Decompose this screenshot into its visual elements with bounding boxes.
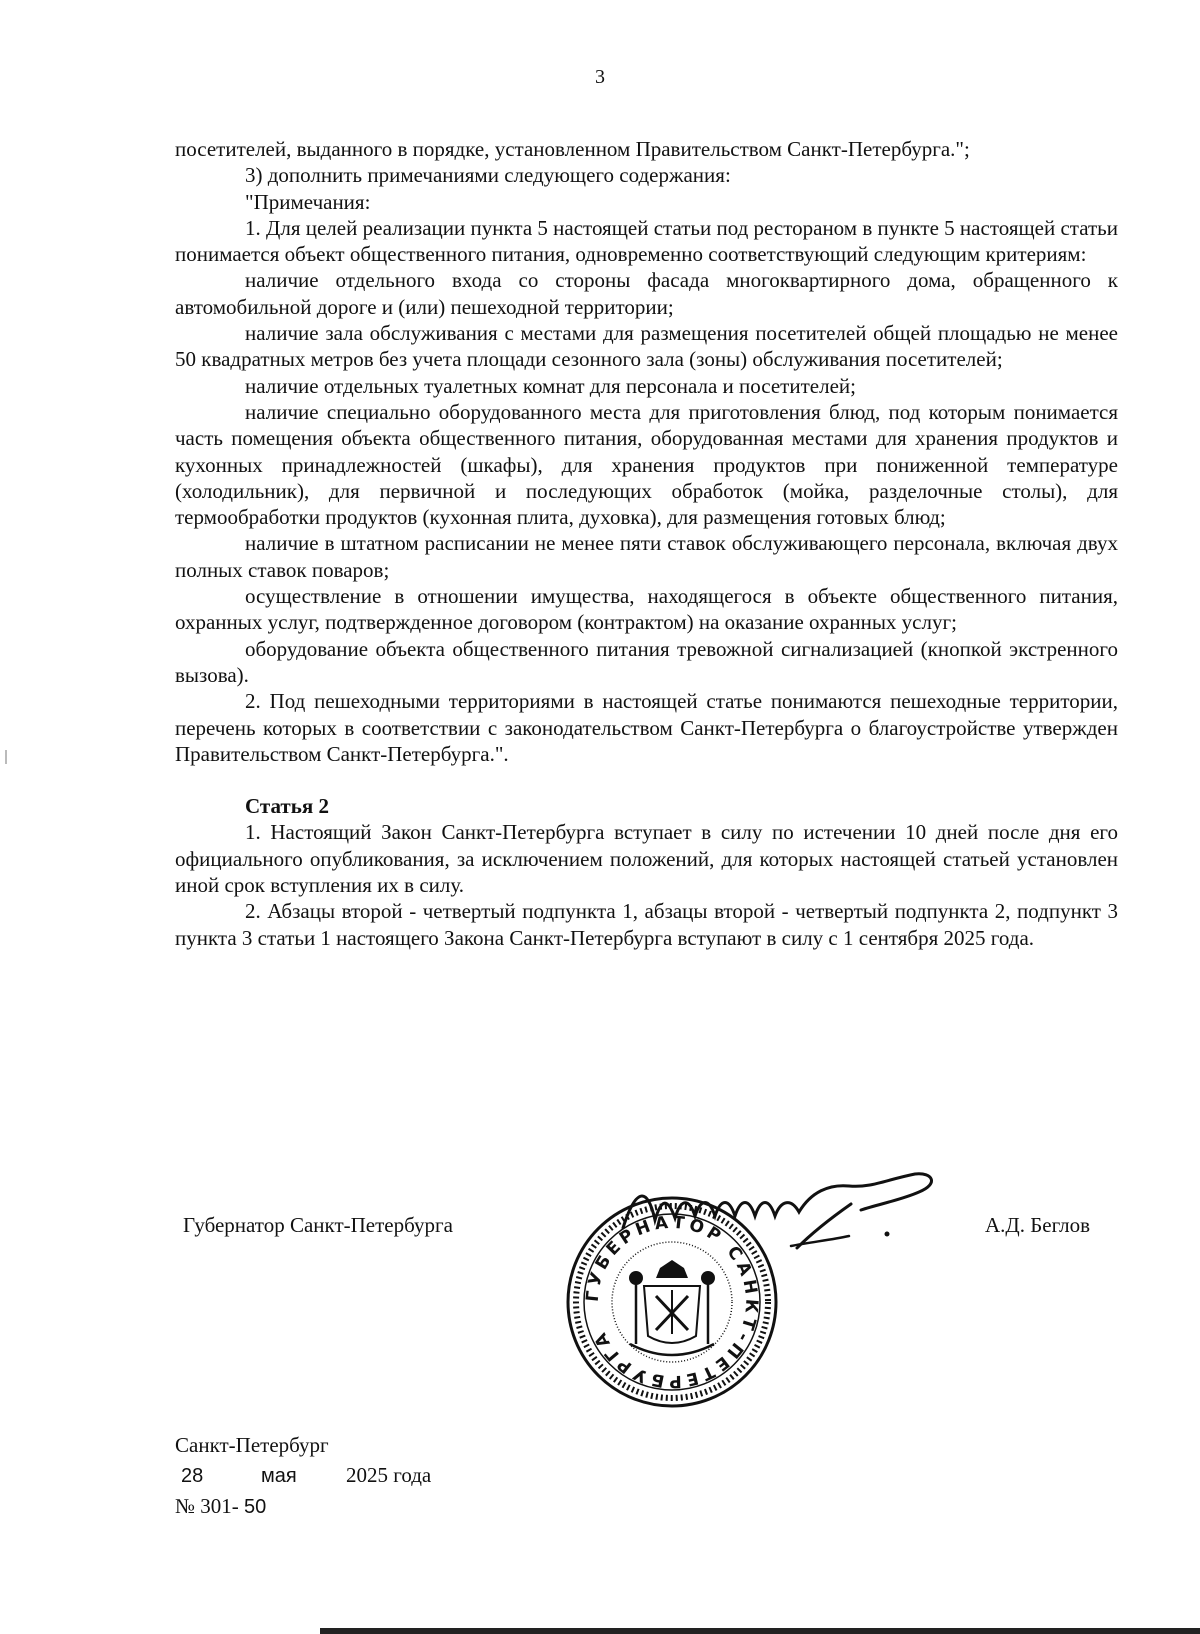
bottom-scan-edge [320, 1628, 1200, 1634]
date-month: мая [261, 1465, 297, 1487]
official-seal [564, 1194, 780, 1410]
paragraph: 2. Под пешеходными территориями в настоящей статье понимаются пешеходные территории, перечень которых в соответствии с законодательством Санкт-Петербурга о благоустройстве утвержден Правительством Санкт-Петербурга.". [175, 689, 1118, 766]
place-date-number-block [175, 1430, 431, 1522]
paragraph: 1. Настоящий Закон Санкт-Петербурга вступает в силу по истечении 10 дней после дня его официального опубликования, за исключением положений, для которых настоящей статьей установлен иной срок вступления их в силу. [175, 820, 1118, 898]
criterion-item: наличие специально оборудованного места для приготовления блюд, под которым понимается часть помещения объекта общественного питания, оборудованная местами для хранения продуктов и кухонных принадлежностей (шкафы), для хранения продуктов при пониженной температуре (холодильник), для первичной и последующих обработок (мойка, разделочные столы), для термообработки продуктов (кухонная плита, духовка), для размещения готовых блюд; [175, 399, 1118, 530]
date-line [175, 1460, 431, 1491]
notes-heading: "Примечания: [245, 189, 371, 214]
paragraph: посетителей, выданного в порядке, установленном Правительством Санкт-Петербурга."; [175, 137, 970, 161]
criterion-item: осуществление в отношении имущества, находящегося в объекте общественного питания, охранных услуг, подтвержденное договором (контрактом) на оказание охранных услуг; [175, 584, 1118, 635]
date-day: 28 [181, 1465, 204, 1487]
date-year: 2025 года [346, 1463, 432, 1487]
paragraph: 1. Для целей реализации пункта 5 настоящей статьи под рестораном в пункте 5 настоящей статьи понимается объект общественного питания, одновременно соответствующий следующим критериям: [175, 215, 1118, 267]
number-suffix: 50 [244, 1496, 267, 1518]
law-number [175, 1491, 431, 1522]
scan-margin-mark [5, 750, 7, 764]
paragraph: 2. Абзацы второй - четвертый подпункта 1, абзацы второй - четвертый подпункта 2, подпункт 3 пункта 3 статьи 1 настоящего Закона Санкт-Петербурга вступают в силу с 1 сентября 2025 года. [175, 899, 1118, 950]
criterion-item: наличие в штатном расписании не менее пяти ставок обслуживающего персонала, включая двух полных ставок поваров; [175, 531, 1118, 582]
criterion-item: наличие зала обслуживания с местами для размещения посетителей общей площадью не менее 50 квадратных метров без учета площади сезонного зала (зоны) обслуживания посетителей; [175, 321, 1118, 372]
criterion-item: наличие отдельного входа со стороны фасада многоквартирного дома, обращенного к автомобильной дороге и (или) пешеходной территории; [175, 268, 1118, 319]
signer-title: Губернатор Санкт-Петербурга [183, 1213, 453, 1237]
page-number: 3 [595, 66, 605, 88]
svg-text:ГУБЕРНАТОР САНКТ-ПЕТЕРБУРГА: ГУБЕРНАТОР САНКТ-ПЕТЕРБУРГА [582, 1212, 762, 1392]
criterion-item: оборудование объекта общественного питания тревожной сигнализацией (кнопкой экстренного вызова). [175, 636, 1118, 687]
city: Санкт-Петербург [175, 1433, 329, 1457]
signer-name: А.Д. Беглов [985, 1213, 1091, 1237]
criterion-item: наличие отдельных туалетных комнат для персонала и посетителей; [245, 373, 856, 398]
document-body [175, 136, 1118, 951]
paragraph: 3) дополнить примечаниями следующего содержания: [245, 163, 731, 188]
number-prefix: № 301- [175, 1494, 239, 1518]
article-heading: Статья 2 [245, 794, 329, 819]
